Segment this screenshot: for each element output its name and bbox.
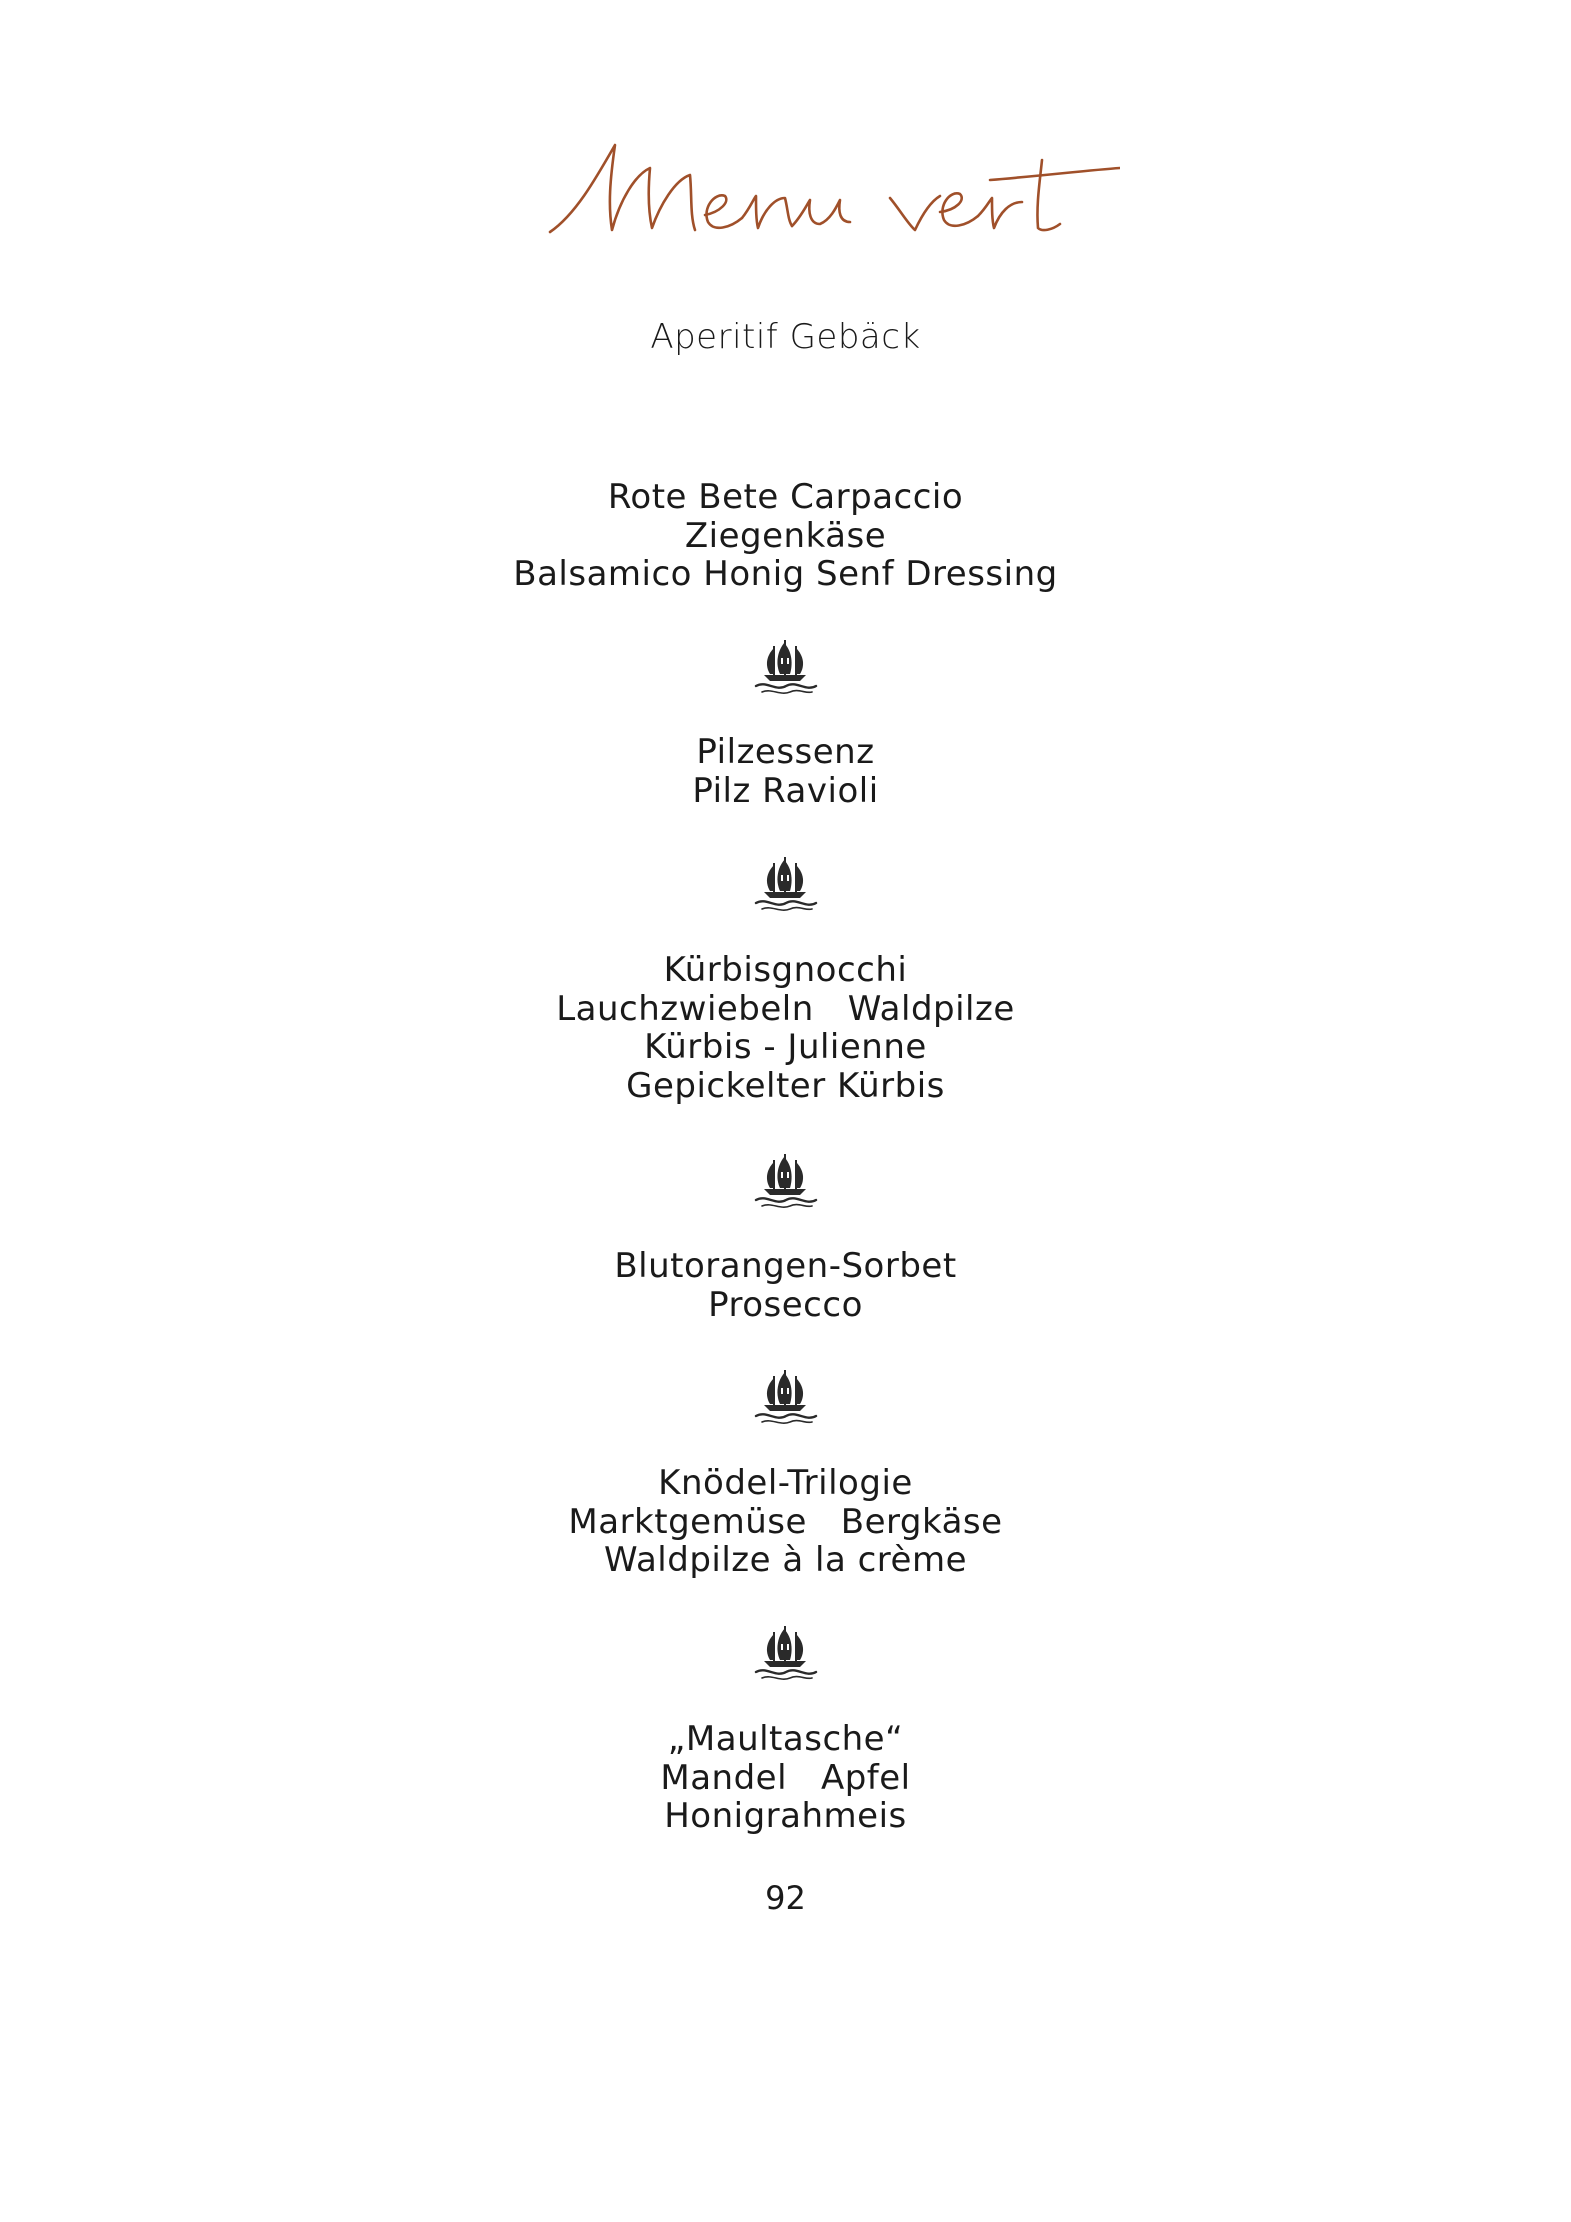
course-line: Honigrahmeis — [664, 1796, 907, 1836]
sailing-ship-logo-icon — [752, 1366, 818, 1426]
course-line: Blutorangen-Sorbet — [614, 1246, 957, 1286]
course-line: Mandel Apfel — [660, 1757, 911, 1798]
menu-title-script — [520, 120, 1120, 270]
course-6 — [0, 1720, 1571, 1836]
aperitif-item: Aperitif Gebäck — [650, 317, 921, 357]
course-line: Pilz Ravioli — [692, 770, 879, 811]
course-line: Kürbisgnocchi — [663, 950, 908, 990]
course-line: „Maultasche“ — [667, 1719, 904, 1759]
course-line: Prosecco — [708, 1284, 863, 1325]
course-line: Kürbis - Julienne — [644, 1027, 927, 1067]
course-line: Waldpilze à la crème — [604, 1540, 967, 1580]
sailing-ship-logo-icon — [752, 1622, 818, 1682]
course-line: Pilzessenz — [696, 732, 875, 772]
course-line: Knödel-Trilogie — [658, 1463, 913, 1503]
course-line: Lauchzwiebeln Waldpilze — [556, 988, 1015, 1029]
sailing-ship-logo-icon — [752, 853, 818, 913]
course-4 — [0, 1247, 1571, 1324]
course-line: Marktgemüse Bergkäse — [568, 1501, 1003, 1542]
sailing-ship-logo-icon — [752, 1150, 818, 1210]
course-line: Ziegenkäse — [684, 515, 887, 556]
course-5 — [0, 1464, 1571, 1580]
page-number: 92 — [765, 1879, 806, 1917]
course-2 — [0, 733, 1571, 810]
course-3 — [0, 951, 1571, 1105]
course-line: Rote Bete Carpaccio — [607, 477, 964, 517]
course-line: Gepickelter Kürbis — [626, 1065, 945, 1106]
course-1 — [0, 478, 1571, 594]
menu-title — [520, 120, 1120, 270]
course-line: Balsamico Honig Senf Dressing — [513, 554, 1058, 594]
sailing-ship-logo-icon — [752, 636, 818, 696]
